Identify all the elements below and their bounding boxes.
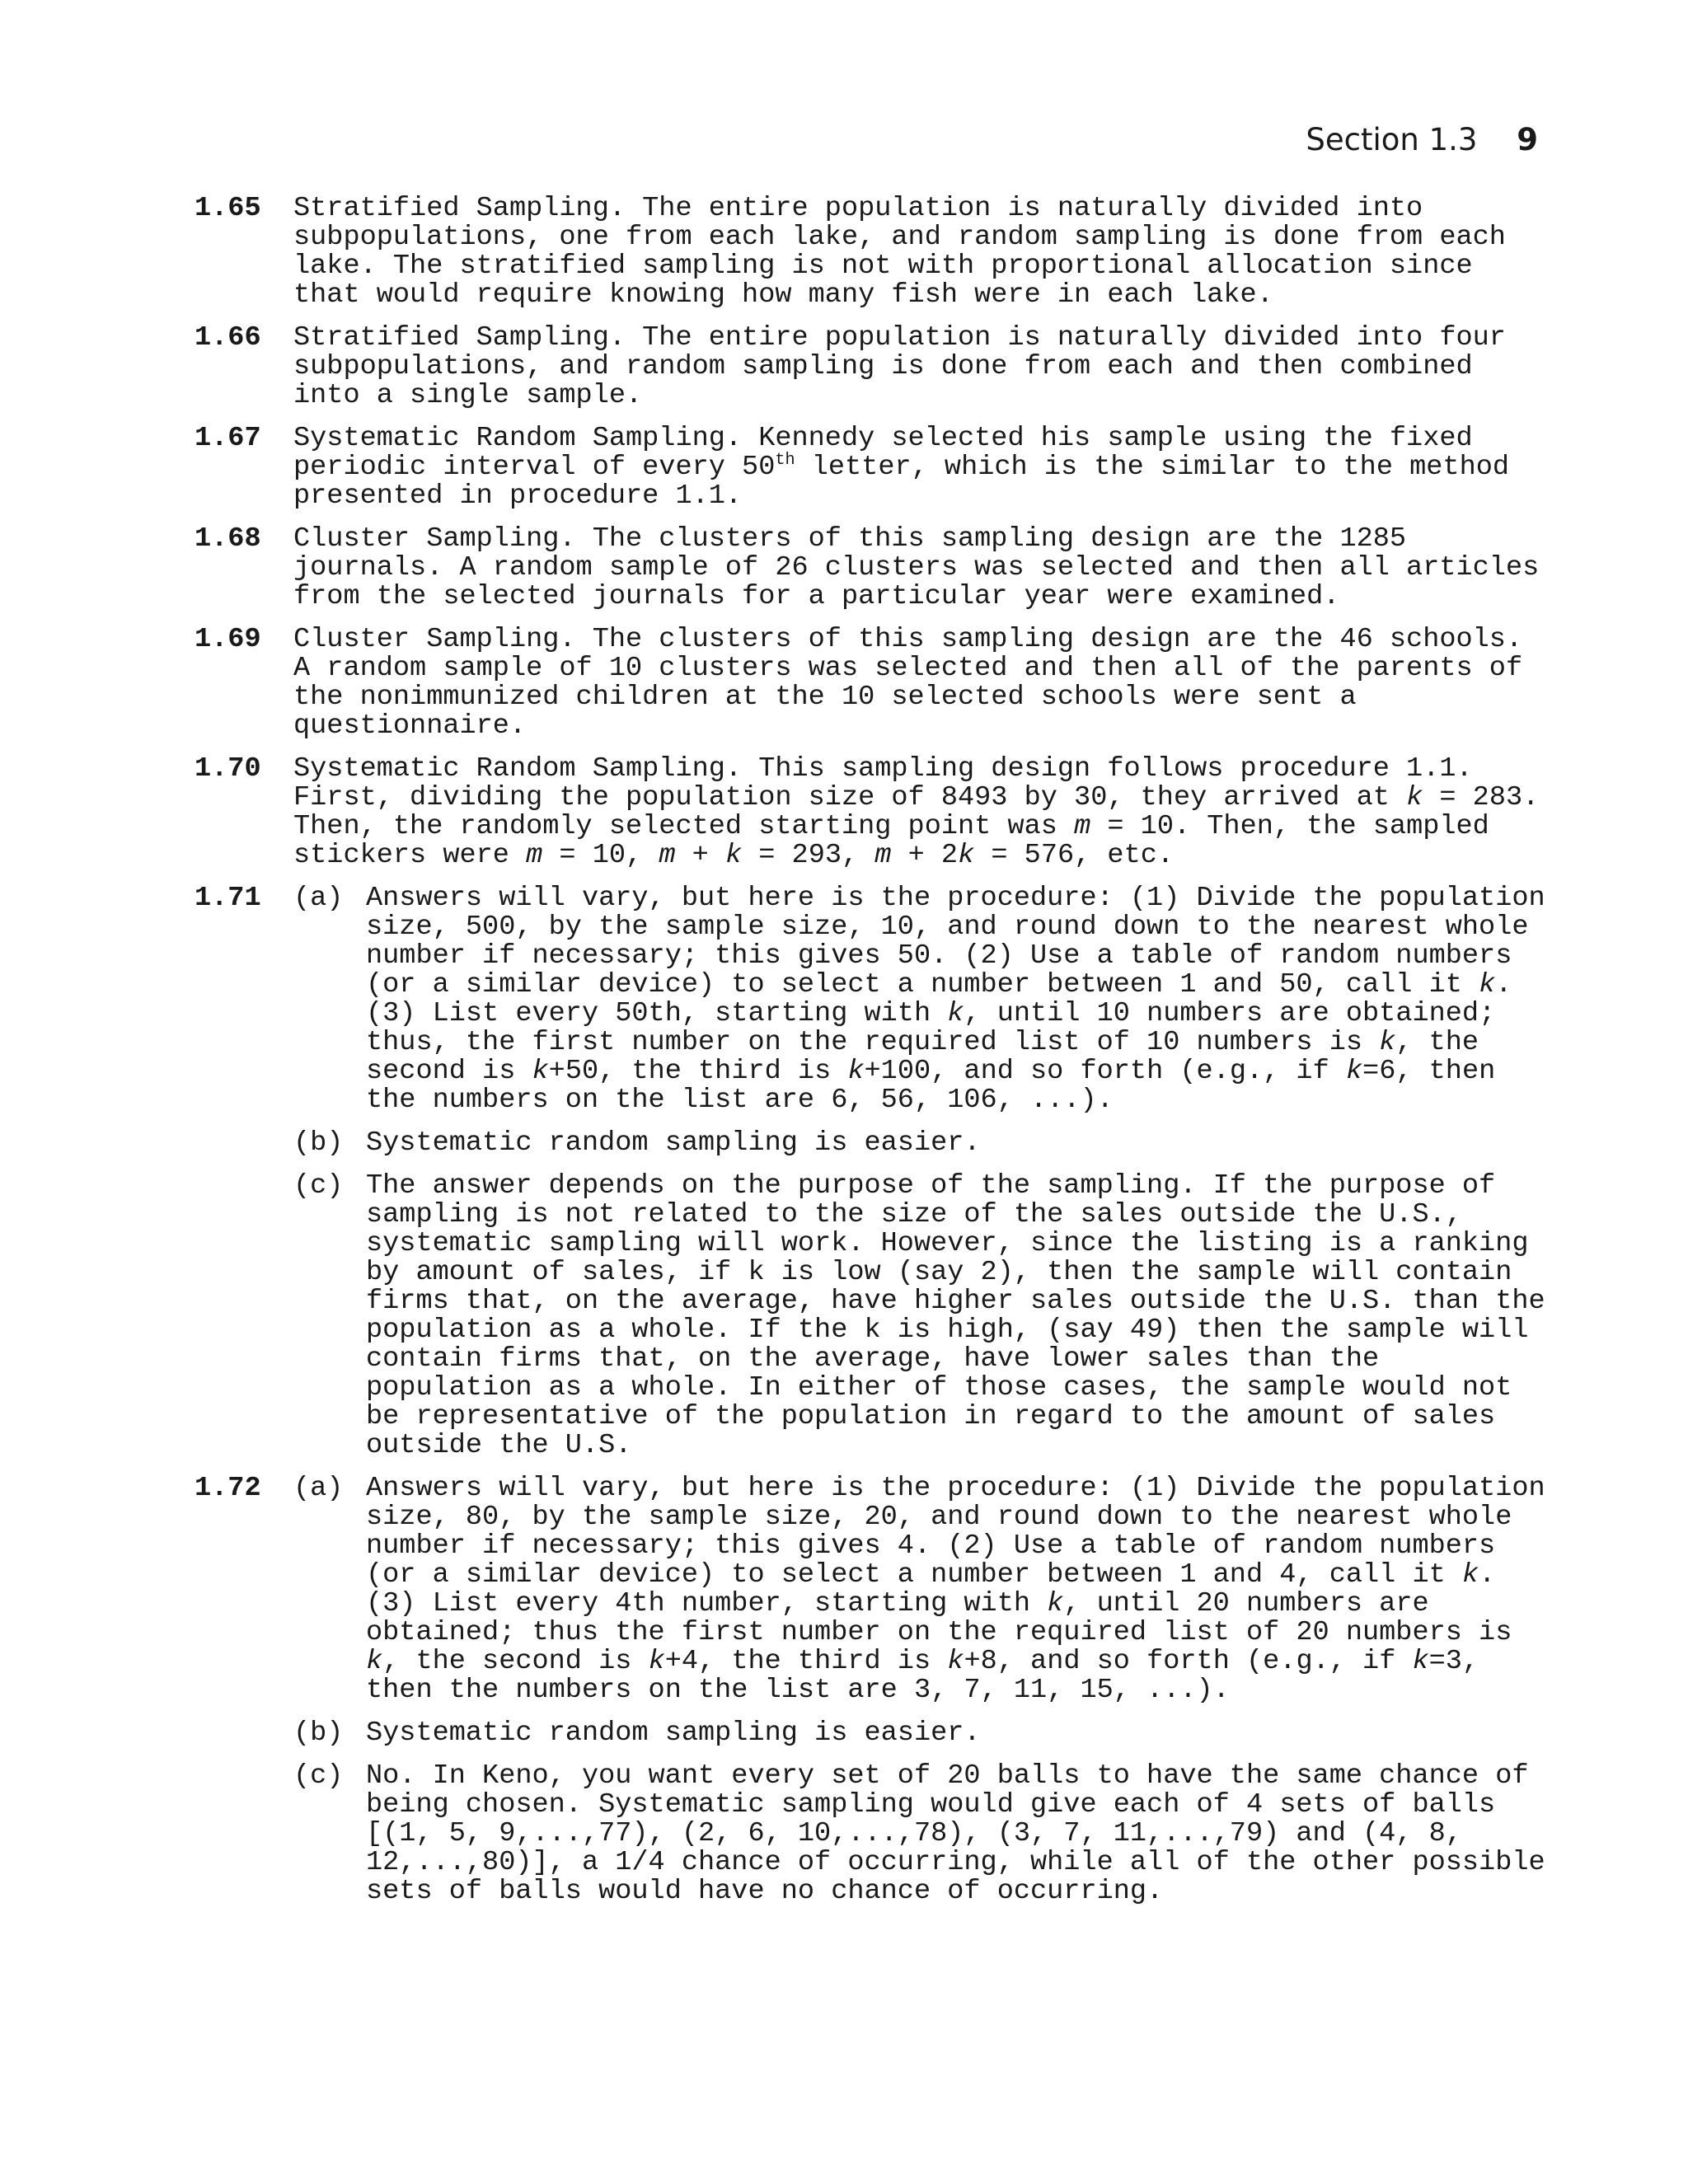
italic-variable: k [724, 840, 743, 871]
part-label: (b) [293, 1718, 344, 1749]
text-segment: letter, which is the similar to the method presented in procedure 1.1. [293, 452, 1510, 512]
italic-variable: k [366, 1646, 383, 1677]
text-segment: + 2 [891, 840, 959, 871]
text-segment: +100, and so forth (e.g., if [864, 1056, 1346, 1087]
text-segment: The answer depends on the purpose of the sampling. If the purpose of sampling is not related to the size of the sales outside the U.S., systematic sampling will work. However, since the listing is a ranking by amount of sales, if k is low (say 2), then the sample will contain firms that, on the average, have higher sales outside the U.S. than the population as a whole. If the k is high, (say 49) then the sample will contain firms that, on the average, have lower sales than the population as a whole. In either of those cases, the sample would not be representative of the population in regard to the amount of sales outside the U.S. [366, 1170, 1545, 1461]
part-text [366, 1474, 1546, 1705]
page-number: 9 [1517, 122, 1538, 157]
problem-1-72 [195, 1474, 1546, 1906]
problem-1-70 [195, 755, 1546, 870]
text-segment: = 283. Then, the randomly selected starting point was [293, 782, 1540, 842]
text-segment: , until 20 numbers are obtained; thus the first number on the required list of 20 numbers is [366, 1588, 1512, 1648]
part-a [293, 884, 1546, 1115]
problem-1-68 [195, 525, 1546, 612]
text-segment: Systematic random sampling is easier. [366, 1718, 981, 1749]
text-segment: , until 10 numbers are obtained; thus, the first number on the required list of 10 numbers is [366, 998, 1496, 1058]
problem-1-71 [195, 884, 1546, 1460]
text-segment: +8, and so forth (e.g., if [964, 1646, 1413, 1677]
text-segment: Systematic random sampling is easier. [366, 1127, 981, 1159]
problem-number: 1.69 [195, 624, 261, 655]
part-label: (a) [293, 883, 344, 914]
text-segment: = 10, [542, 840, 659, 871]
italic-variable: m [874, 840, 892, 871]
part-text [366, 1762, 1546, 1906]
problem-1-69 [195, 626, 1546, 741]
part-c [293, 1762, 1546, 1906]
text-segment: = 293, [742, 840, 875, 871]
italic-variable: k [947, 1646, 964, 1677]
problem-1-66 [195, 324, 1546, 410]
text-segment: , the second is [382, 1646, 649, 1677]
italic-variable: k [847, 1056, 865, 1087]
italic-variable: k [1406, 782, 1423, 813]
problem-1-65 [195, 194, 1546, 310]
problem-number: 1.65 [195, 193, 261, 224]
text-segment: = 576, etc. [974, 840, 1175, 871]
italic-variable: m [526, 840, 543, 871]
problem-1-67 [195, 424, 1546, 511]
problem-text: Stratified Sampling. The entire population is naturally divided into subpopulations, one from each lake, and random sampling is done from each lake. The stratified sampling is not with proportional allocation since that would require knowing how many fish were in each lake. [293, 193, 1506, 311]
part-b [293, 1719, 1546, 1748]
text-segment: . (3) List every 50th, starting with [366, 969, 1512, 1029]
text-segment: +4, the third is [664, 1646, 948, 1677]
problem-number: 1.70 [195, 753, 261, 785]
italic-variable: k [1461, 1559, 1479, 1591]
problem-number: 1.68 [195, 523, 261, 555]
italic-variable: m [1074, 811, 1091, 842]
italic-variable: k [648, 1646, 665, 1677]
italic-variable: k [1379, 1027, 1396, 1058]
superscript-th: th [775, 450, 795, 470]
problem-text [293, 755, 1546, 870]
text-segment: No. In Keno, you want every set of 20 balls to have the same chance of being chosen. Systematic sampling would give each of 4 sets of balls [(1, 5, 9,...,77), (2, 6, 10,...,78), (3, 7, 11,...,79) and (4, 8, 12,...,80)], a 1/4 chance of occurring, while all of the other possible sets of balls would have no chance of occurring. [366, 1760, 1545, 1907]
part-c [293, 1172, 1546, 1460]
text-segment: Answers will vary, but here is the procedure: (1) Divide the population size, 80, by the sample size, 20, and round down to the nearest whole number if necessary; this gives 4. (2) Use a table of random numbers (or a similar device) to select a number between 1 and 4, call it [366, 1473, 1545, 1591]
part-b [293, 1129, 1546, 1158]
italic-variable: k [1345, 1056, 1363, 1087]
problem-text: Cluster Sampling. The clusters of this sampling design are the 1285 journals. A random sample of 26 clusters was selected and then all articles from the selected journals for a particular year were examined. [293, 523, 1540, 612]
page-header [1306, 122, 1538, 157]
part-a [293, 1474, 1546, 1705]
text-segment: , the second is [366, 1027, 1479, 1087]
italic-variable: k [947, 998, 964, 1029]
part-label: (a) [293, 1473, 344, 1504]
text-segment: Systematic Random Sampling. Kennedy selected his sample using the fixed periodic interval of every 50 [293, 423, 1473, 483]
problem-parts [293, 884, 1546, 1460]
italic-variable: k [958, 840, 975, 871]
part-label: (b) [293, 1127, 344, 1159]
part-label: (c) [293, 1760, 344, 1792]
text-segment: =3, then the numbers on the list are 3, 7, 11, 15, ...). [366, 1646, 1479, 1706]
part-label: (c) [293, 1170, 344, 1202]
part-text [366, 1719, 1546, 1748]
problem-number: 1.67 [195, 423, 261, 454]
problem-parts [293, 1474, 1546, 1906]
text-segment: Systematic Random Sampling. This sampling design follows procedure 1.1. First, dividing the population size of 8493 by 30, they arrived at [293, 753, 1473, 813]
part-text [366, 1129, 1546, 1158]
part-text [366, 1172, 1546, 1460]
text-segment: + [675, 840, 725, 871]
solutions-list [195, 194, 1546, 1920]
problem-number: 1.72 [195, 1473, 261, 1504]
text-segment: . (3) List every 4th number, starting with [366, 1559, 1496, 1619]
italic-variable: k [532, 1056, 549, 1087]
problem-text: Stratified Sampling. The entire population is naturally divided into four subpopulations, and random sampling is done from each and then combined into a single sample. [293, 322, 1506, 411]
italic-variable: m [659, 840, 676, 871]
italic-variable: k [1479, 969, 1496, 1001]
text-segment: Answers will vary, but here is the procedure: (1) Divide the population size, 500, by the sample size, 10, and round down to the nearest whole number if necessary; this gives 50. (2) Use a table of random numbers (or a similar device) to select a number between 1 and 50, call it [366, 883, 1545, 1001]
problem-text [293, 424, 1546, 511]
text-segment: =6, then the numbers on the list are 6, 56, 106, ...). [366, 1056, 1496, 1116]
text-segment: = 10. Then, the sampled stickers were [293, 811, 1489, 871]
problem-number: 1.71 [195, 883, 261, 914]
text-segment: +50, the third is [548, 1056, 848, 1087]
italic-variable: k [1412, 1646, 1429, 1677]
part-text [366, 884, 1546, 1115]
section-label: Section 1.3 [1306, 122, 1478, 157]
problem-number: 1.66 [195, 322, 261, 354]
italic-variable: k [1047, 1588, 1064, 1619]
problem-text: Cluster Sampling. The clusters of this sampling design are the 46 schools. A random sample of 10 clusters was selected and then all of the parents of the nonimmunized children at the 10 selected schools were sent a questionnaire. [293, 624, 1523, 742]
